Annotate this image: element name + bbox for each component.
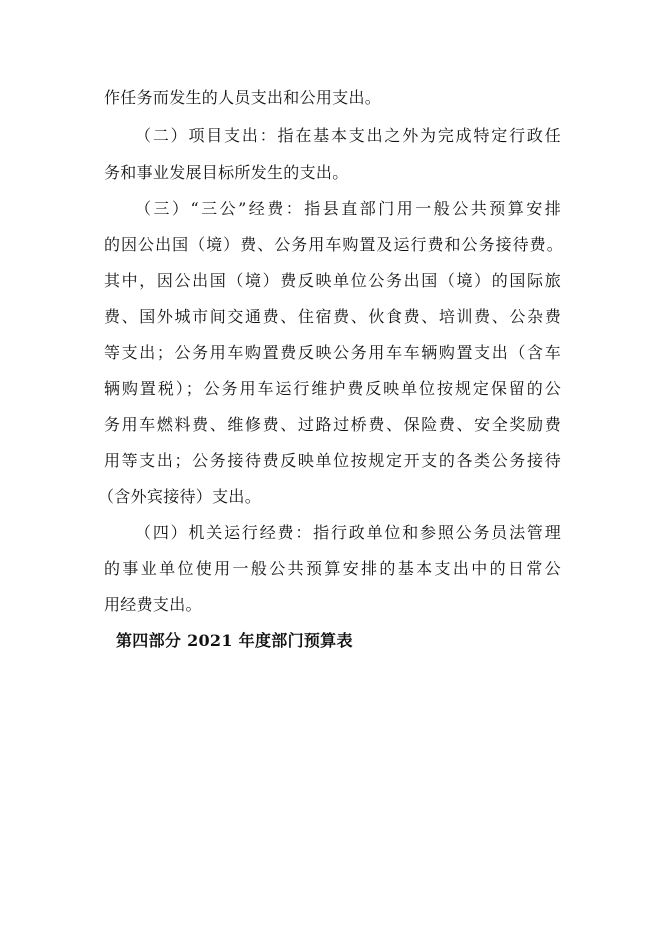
paragraph-line: 等支出；公务用车购置费反映公务用车车辆购置支出（含车 [104,343,561,362]
paragraph-line: 用经费支出。 [104,595,202,614]
paragraph-line: 务和事业发展目标所发生的支出。 [104,163,349,182]
paragraph-line: 作任务而发生的人员支出和公用支出。 [104,88,382,107]
paragraph-line: （二）项目支出：指在基本支出之外为完成特定行政任 [135,126,561,145]
paragraph-line: （三）“三公”经费：指县直部门用一般公共预算安排 [135,199,561,218]
paragraph-line: 的因公出国（境）费、公务用车购置及运行费和公务接待费。 [104,235,563,254]
paragraph-line: 的事业单位使用一般公共预算安排的基本支出中的日常公 [104,559,561,578]
paragraph-line: 辆购置税）；公务用车运行维护费反映单位按规定保留的公 [104,379,561,398]
paragraph-line: 用等支出；公务接待费反映单位按规定开支的各类公务接待 [104,451,561,470]
paragraph-line: 务用车燃料费、维修费、过路过桥费、保险费、安全奖励费 [104,415,561,434]
paragraph-line: 费、国外城市间交通费、住宿费、伙食费、培训费、公杂费 [104,307,561,326]
section-heading: 第四部分 2021 年度部门预算表 [116,631,353,650]
paragraph-line: （四）机关运行经费：指行政单位和参照公务员法管理 [135,523,561,542]
paragraph-line: 其中，因公出国（境）费反映单位公务出国（境）的国际旅 [104,271,561,290]
paragraph-line: （含外宾接待）支出。 [98,487,262,506]
